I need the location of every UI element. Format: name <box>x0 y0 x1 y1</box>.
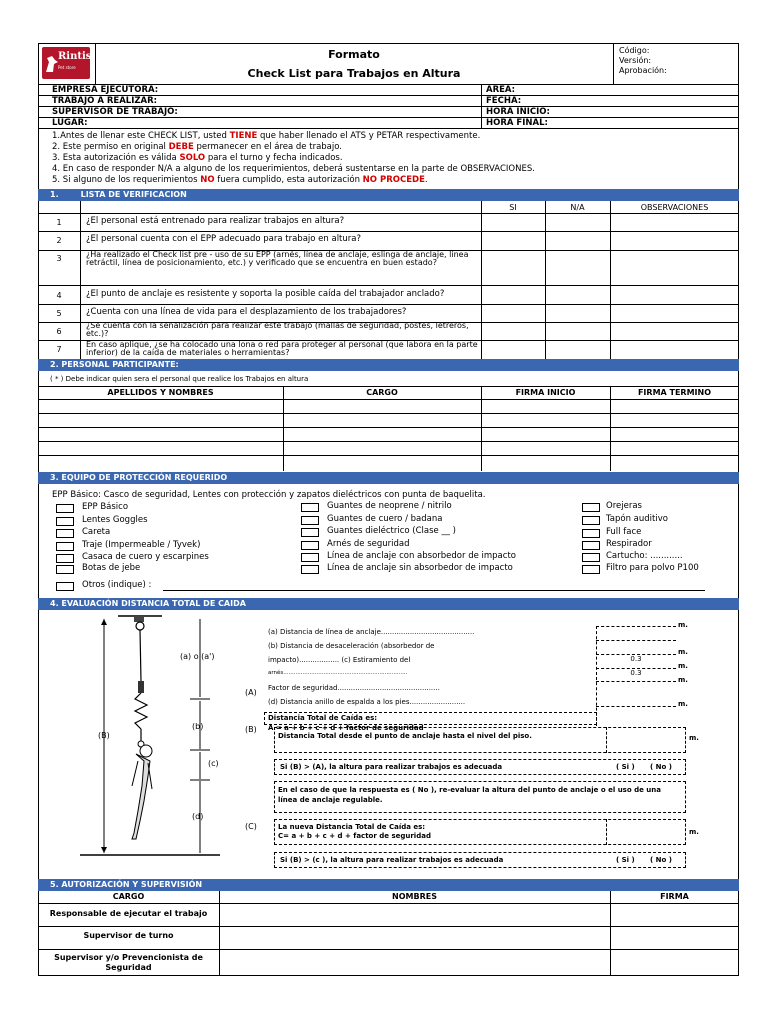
fecha-field[interactable]: FECHA: <box>486 96 522 106</box>
label-c: (c) <box>208 759 219 768</box>
instructions <box>52 131 732 186</box>
checklist-item-3: ¿Ha realizado el Check list pre - uso de su EPP (arnés, línea de anclaje, eslinga de anclaje, línea retráctil, línea de posicionamiento, etc.) y verificado que se encuentra en buen estado? <box>86 250 469 268</box>
checklist-item-4: ¿El punto de anclaje es resistente y soporta la posible caída del trabajador anclado? <box>86 289 445 299</box>
col-cargo: CARGO <box>366 388 398 397</box>
epp-label: Guantes dieléctrico (Clase __ ) <box>327 526 456 536</box>
role-supervisor-turno: Supervisor de turno <box>83 931 174 940</box>
hora-inicio-field[interactable]: HORA INICIO: <box>486 107 550 117</box>
epp-label: Línea de anclaje con absorbedor de impacto <box>327 551 516 561</box>
new-distance-label: La nueva Distancia Total de Caída es: <box>278 823 426 831</box>
unit-m: m. <box>678 621 688 629</box>
checklist-item-7: En caso aplique, ¿se ha colocado una lona o red para proteger al personal (que labora en la parte inferior) de la caída de materiales o herramientas? <box>86 340 478 358</box>
item-number: 6 <box>56 327 62 336</box>
checkbox[interactable] <box>301 528 319 537</box>
option-no[interactable]: ( No ) <box>650 856 672 864</box>
unit-m: m. <box>678 662 688 670</box>
area-field[interactable]: AREA: <box>486 85 516 95</box>
formula-a: A = a + b + c + d + factor de seguridad <box>268 724 424 732</box>
checkbox[interactable] <box>582 503 600 512</box>
lugar-field[interactable]: LUGAR: <box>52 118 88 128</box>
role-supervisor-seguridad: Supervisor y/o Prevencionista de Seguridad <box>54 953 203 972</box>
dist-c: arnés....................................................................... <box>268 670 408 676</box>
logo-subtext: Pet store <box>58 65 76 70</box>
instruction-4: 4. En caso de responder N/A a alguno de los requerimientos, deberá sustentarse en la parte de OBSERVACIONES. <box>52 164 535 174</box>
value-c: 0.3 <box>630 655 642 663</box>
item-number: 2 <box>56 236 62 245</box>
checkbox[interactable] <box>301 516 319 525</box>
checkbox[interactable] <box>56 517 74 526</box>
instruction-2: 2. Este permiso en original DEBE permanecer en el área de trabajo. <box>52 142 342 152</box>
checkbox[interactable] <box>56 582 74 591</box>
instruction-1: 1.Antes de llenar este CHECK LIST, usted TIENE que haber llenado el ATS y PETAR respectivamente. <box>52 131 481 141</box>
col-apellidos-nombres: APELLIDOS Y NOMBRES <box>107 388 214 397</box>
dist-d: (d) Distancia anillo de espalda a los pies......................... <box>268 698 466 706</box>
col-cargo: CARGO <box>112 892 145 901</box>
epp-label: Orejeras <box>606 501 642 511</box>
section4-header: 4. EVALUACIÓN DISTANCIA TOTAL DE CAIDA <box>38 598 739 610</box>
checklist-item-2: ¿El personal cuenta con el EPP adecuado para trabajo en altura? <box>86 234 361 244</box>
aprobacion-label: Aprobación: <box>619 66 667 75</box>
epp-label: Traje (Impermeable / Tyvek) <box>82 540 201 550</box>
epp-label: Respirador <box>606 539 652 549</box>
supervisor-field[interactable]: SUPERVISOR DE TRABAJO: <box>52 107 178 117</box>
checkbox[interactable] <box>582 553 600 562</box>
checklist-item-5: ¿Cuenta con una línea de vida para el desplazamiento de los trabajadores? <box>86 307 407 317</box>
checklist-item-1: ¿El personal está entrenado para realizar trabajos en altura? <box>86 216 345 226</box>
item-number: 4 <box>56 291 62 300</box>
dist-b-2: impacto).................. (c) Estiramiento del <box>268 656 411 664</box>
distance-floor-label: Distancia Total desde el punto de anclaje hasta el nivel del piso. <box>278 732 532 740</box>
formula-c: C= a + b + c + d + factor de seguridad <box>278 832 431 840</box>
mark-C: (C) <box>245 822 257 831</box>
unit-m: m. <box>678 676 688 684</box>
item-number: 7 <box>56 345 62 354</box>
unit-m: m. <box>678 700 688 708</box>
mark-A: (A) <box>245 688 257 697</box>
section1-header: 1. LISTA DE VERIFICACION <box>38 189 739 201</box>
checkbox[interactable] <box>301 503 319 512</box>
factor-seguridad: Factor de seguridad.............................................. <box>268 684 440 692</box>
distancia-total-label: Distancia Total de Caída es: <box>268 714 378 722</box>
checkbox[interactable] <box>582 516 600 525</box>
epp-label: Tapón auditivo <box>606 514 668 524</box>
col-nombres: NOMBRES <box>392 892 437 901</box>
section2-note: ( * ) Debe indicar quien sera el personal que realice los Trabajos en altura <box>50 375 309 383</box>
epp-label: Cartucho: ............ <box>606 551 683 561</box>
option-no[interactable]: ( No ) <box>650 763 672 771</box>
col-observaciones: OBSERVACIONES <box>640 203 709 212</box>
checkbox[interactable] <box>56 529 74 538</box>
col-firma: FIRMA <box>660 892 689 901</box>
hora-final-field[interactable]: HORA FINAL: <box>486 118 548 128</box>
section3-header: 3. EQUIPO DE PROTECCIÓN REQUERIDO <box>38 472 739 484</box>
epp-basic-intro: EPP Básico: Casco de seguridad, Lentes con protección y zapatos dieléctricos con punta de baquelita. <box>52 490 486 500</box>
condition-1: Si (B) > (A), la altura para realizar trabajos es adecuada <box>280 763 503 771</box>
role-responsable: Responsable de ejecutar el trabajo <box>49 909 208 918</box>
epp-label: Filtro para polvo P100 <box>606 563 699 573</box>
checkbox[interactable] <box>56 554 74 563</box>
checklist-item-6: ¿Se cuenta con la señalización para realizar este trabajo (mallas de seguridad, postes, letreros, etc.)? <box>86 321 469 339</box>
checkbox[interactable] <box>56 565 74 574</box>
label-B-height: (B) <box>98 731 110 740</box>
unit-m: m. <box>689 828 699 836</box>
option-si[interactable]: ( Si ) <box>616 763 635 771</box>
form-subtitle: Check List para Trabajos en Altura <box>247 67 461 80</box>
epp-label: EPP Básico <box>82 502 129 512</box>
epp-label: Guantes de cuero / badana <box>327 514 443 524</box>
label-a: (a) o (a') <box>180 652 215 661</box>
logo-text: Rintisa <box>58 51 98 62</box>
epp-label: Arnés de seguridad <box>327 539 410 549</box>
option-si[interactable]: ( Si ) <box>616 856 635 864</box>
instruction-5: 5. Si alguno de los requerimientos NO fuera cumplido, esta autorización NO PROCEDE. <box>52 175 428 185</box>
item-number: 5 <box>56 309 62 318</box>
epp-label: Botas de jebe <box>82 563 141 573</box>
epp-label: Casaca de cuero y escarpines <box>82 552 209 562</box>
codigo-label: Código: <box>619 46 650 55</box>
otros-input-line[interactable] <box>163 590 705 591</box>
checkbox[interactable] <box>301 553 319 562</box>
checkbox[interactable] <box>582 541 600 550</box>
item-number: 3 <box>56 254 62 263</box>
empresa-field[interactable]: EMPRESA EJECUTORA: <box>52 85 159 95</box>
instruction-3: 3. Esta autorización es válida SOLO para el turno y fecha indicados. <box>52 153 343 163</box>
fall-diagram <box>40 611 250 861</box>
value-factor: 0.3 <box>630 669 642 677</box>
checkbox[interactable] <box>301 565 319 574</box>
unit-m: m. <box>689 734 699 742</box>
checkbox[interactable] <box>582 529 600 538</box>
item-number: 1 <box>56 218 62 227</box>
epp-label: Full face <box>606 527 642 537</box>
form-title: Formato <box>328 48 380 61</box>
section5-header: 5. AUTORIZACIÓN Y SUPERVISIÓN <box>38 879 739 891</box>
epp-label: Lentes Goggles <box>82 515 148 525</box>
label-d: (d) <box>192 812 204 821</box>
version-label: Versión: <box>619 56 652 65</box>
unit-m: m. <box>678 648 688 656</box>
mark-B: (B) <box>245 725 257 734</box>
reevaluate-note: En el caso de que la respuesta es ( No ), re-evaluar la altura del punto de anclaje o el uso de una línea de anclaje regulable. <box>278 786 661 804</box>
section2-header: 2. PERSONAL PARTICIPANTE: <box>38 359 739 371</box>
epp-label: Careta <box>82 527 111 537</box>
otros-label: Otros (indique) : <box>82 580 152 590</box>
dist-b-1: (b) Distancia de desaceleración (absorbedor de <box>268 642 435 650</box>
label-b: (b) <box>192 722 204 731</box>
epp-label: Guantes de neoprene / nitrilo <box>327 501 452 511</box>
col-na: N/A <box>570 203 585 212</box>
checkbox[interactable] <box>301 541 319 550</box>
col-firma-inicio: FIRMA INICIO <box>515 388 576 397</box>
checkbox[interactable] <box>56 504 74 513</box>
condition-2: Si (B) > (c ), la altura para realizar trabajos es adecuada <box>280 856 504 864</box>
col-firma-termino: FIRMA TERMINO <box>637 388 712 397</box>
trabajo-field[interactable]: TRABAJO A REALIZAR: <box>52 96 158 106</box>
checkbox[interactable] <box>56 542 74 551</box>
epp-label: Línea de anclaje sin absorbedor de impacto <box>327 563 513 573</box>
checkbox[interactable] <box>582 565 600 574</box>
floor-distance-box <box>274 727 686 753</box>
dist-a: (a) Distancia de línea de anclaje.......................................... <box>268 628 475 636</box>
col-si: SI <box>509 203 517 212</box>
